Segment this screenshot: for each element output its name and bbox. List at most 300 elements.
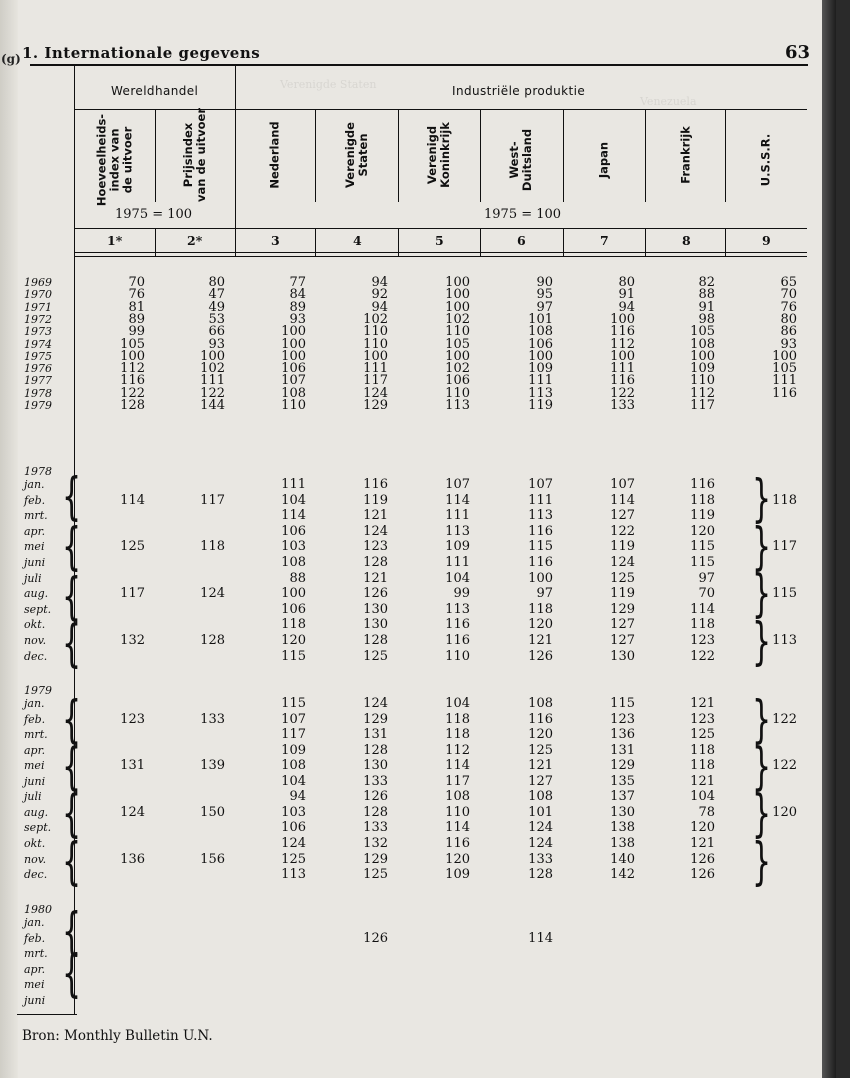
col-divider [725, 110, 726, 202]
col-divider [398, 110, 399, 202]
table-cell: 111 [610, 361, 635, 377]
col-divider [155, 228, 156, 256]
table-cell: 114 [445, 492, 470, 508]
table-cell: 101 [528, 804, 553, 820]
table-cell: 117 [363, 373, 388, 389]
table-cell: 128 [363, 804, 388, 820]
col-divider [645, 228, 646, 256]
table-cell: 132 [120, 633, 145, 648]
table-cell: 111 [445, 508, 470, 524]
table-cell: 122 [120, 385, 145, 401]
table-cell: 115 [281, 696, 306, 711]
row-label: nov. [24, 852, 47, 866]
table-cell: 118 [445, 727, 470, 743]
table-cell: 128 [200, 633, 225, 648]
table-cell: 124 [528, 820, 553, 836]
table-cell: 100 [281, 336, 306, 352]
table-cell: 80 [618, 275, 635, 290]
row-label: aug. [24, 805, 49, 819]
row-label: 1976 [24, 362, 52, 376]
table-cell: 100 [281, 348, 306, 364]
table-cell: 123 [690, 633, 715, 648]
table-cell: 104 [281, 773, 306, 789]
table-cell: 100 [528, 570, 553, 586]
table-cell: 100 [281, 324, 306, 340]
table-cell: 107 [445, 477, 470, 492]
table-cell: 122 [772, 758, 797, 774]
column-header: Japan [596, 141, 611, 179]
table-cell: 137 [610, 789, 635, 805]
table-cell: 108 [445, 789, 470, 805]
table-cell: 111 [445, 555, 470, 570]
table-cell: 107 [528, 477, 553, 492]
table-cell: 100 [120, 348, 145, 364]
table-cell: 121 [690, 696, 715, 711]
col-divider [563, 110, 564, 202]
table-cell: 94 [371, 299, 388, 315]
table-cell: 121 [690, 773, 715, 789]
table-cell: 82 [698, 275, 715, 290]
row-label: juli [24, 571, 42, 585]
table-cell: 102 [445, 311, 470, 327]
unit-label: 1975 = 100 [484, 207, 562, 222]
table-cell: 80 [780, 311, 797, 327]
table-cell: 130 [363, 601, 388, 617]
table-cell: 102 [445, 361, 470, 377]
section-divider [235, 66, 236, 256]
brace-left: { [62, 902, 82, 962]
table-cell: 118 [690, 617, 715, 633]
table-cell: 106 [281, 820, 306, 836]
table-cell: 111 [528, 492, 553, 508]
column-number: 5 [435, 233, 444, 248]
table-cell: 121 [528, 633, 553, 648]
row-label: apr. [24, 962, 46, 976]
column-number: 7 [600, 233, 609, 248]
table-cell: 113 [281, 867, 306, 883]
brace-left: { [62, 614, 82, 674]
column-number: 1* [107, 233, 123, 248]
brace-left: { [62, 467, 82, 527]
table-cell: 110 [363, 324, 388, 340]
table-cell: 76 [128, 287, 145, 303]
row-label: feb. [24, 493, 46, 507]
table-cell: 127 [610, 633, 635, 648]
table-cell: 109 [445, 867, 470, 883]
col-divider [563, 228, 564, 256]
table-cell: 110 [445, 385, 470, 401]
table-cell: 98 [698, 311, 715, 327]
header-rule [75, 228, 807, 229]
col-divider [645, 110, 646, 202]
row-label: nov. [24, 634, 47, 647]
group-label-industriele-produktie: Industriële produktie [452, 84, 586, 98]
table-cell: 70 [698, 586, 715, 602]
table-cell: 110 [445, 804, 470, 820]
ghost-text: Verenigde Staten [280, 78, 377, 91]
page-number: 63 [785, 42, 811, 63]
column-header: Frankrijk [678, 126, 693, 184]
row-label: jan. [24, 478, 45, 491]
row-label: 1971 [24, 300, 52, 314]
table-cell: 127 [610, 508, 635, 524]
table-cell: 97 [536, 299, 553, 315]
row-label: jan. [24, 697, 45, 710]
table-cell: 119 [528, 398, 553, 413]
table-cell: 100 [445, 299, 470, 315]
table-cell: 108 [528, 696, 553, 711]
row-label: okt. [24, 836, 46, 850]
table-cell: 91 [618, 287, 635, 303]
table-cell: 115 [610, 696, 635, 711]
table-cell: 80 [208, 275, 225, 290]
table-cell: 114 [528, 930, 553, 946]
table-cell: 133 [528, 851, 553, 867]
table-cell: 115 [690, 539, 715, 555]
table-cell: 127 [610, 617, 635, 633]
table-cell: 106 [281, 601, 306, 617]
column-header: Verenigde Staten [343, 122, 370, 188]
row-label: 1977 [24, 374, 52, 388]
column-header: Hoeveelheids- index van de uitvoer [94, 113, 135, 207]
table-cell: 91 [698, 299, 715, 315]
table-cell: 84 [289, 287, 306, 303]
table-cell: 76 [780, 299, 797, 315]
table-cell: 99 [453, 586, 470, 602]
table-cell: 117 [200, 492, 225, 508]
table-cell: 118 [772, 492, 797, 508]
table-cell: 116 [528, 523, 553, 539]
table-cell: 127 [528, 773, 553, 789]
table-cell: 116 [528, 555, 553, 570]
row-label: okt. [24, 618, 46, 632]
table-cell: 112 [690, 385, 715, 401]
colnum-rule-2 [75, 256, 807, 257]
table-cell: 119 [690, 508, 715, 524]
table-cell: 123 [690, 711, 715, 727]
table-cell: 81 [128, 299, 145, 315]
group-label-wereldhandel: Wereldhandel [111, 84, 199, 98]
table-cell: 126 [528, 648, 553, 664]
row-label: 1970 [24, 288, 52, 302]
table-cell: 66 [208, 324, 225, 340]
brace-left: { [62, 567, 82, 627]
row-label: juni [24, 994, 46, 1007]
table-cell: 126 [363, 789, 388, 805]
table-cell: 138 [610, 835, 635, 851]
table-cell: 115 [281, 648, 306, 664]
row-label: 1979 [24, 399, 52, 412]
table-cell: 128 [528, 867, 553, 883]
table-cell: 114 [445, 758, 470, 774]
column-number: 2* [187, 233, 203, 248]
table-cell: 104 [690, 789, 715, 805]
table-cell: 100 [445, 348, 470, 364]
table-cell: 130 [363, 617, 388, 633]
table-cell: 106 [528, 336, 553, 352]
year-label: 1978 [24, 465, 52, 478]
table-cell: 111 [772, 373, 797, 389]
table-cell: 129 [363, 851, 388, 867]
table-cell: 121 [690, 835, 715, 851]
table-cell: 117 [120, 586, 145, 602]
table-cell: 113 [772, 633, 797, 648]
table-cell: 89 [289, 299, 306, 315]
row-label: 1972 [24, 312, 52, 326]
table-cell: 97 [698, 570, 715, 586]
table-cell: 131 [120, 758, 145, 774]
table-cell: 123 [610, 711, 635, 727]
table-cell: 113 [528, 385, 553, 401]
table-cell: 114 [610, 492, 635, 508]
table-cell: 125 [610, 570, 635, 586]
row-label: mrt. [24, 509, 48, 523]
table-cell: 97 [536, 586, 553, 602]
table-cell: 121 [528, 758, 553, 774]
table-cell: 102 [200, 361, 225, 377]
table-cell: 111 [200, 373, 225, 389]
table-cell: 110 [445, 324, 470, 340]
table-cell: 101 [528, 311, 553, 327]
page-edge [822, 0, 836, 1078]
table-cell: 116 [690, 477, 715, 492]
table-cell: 109 [528, 361, 553, 377]
table-cell: 133 [363, 773, 388, 789]
row-label: juli [24, 790, 42, 804]
column-number: 9 [762, 233, 771, 248]
table-cell: 115 [528, 539, 553, 555]
column-header: Verenigd Koninkrijk [425, 122, 452, 188]
row-label: feb. [24, 931, 46, 945]
column-number: 4 [353, 233, 362, 248]
table-cell: 119 [610, 586, 635, 602]
table-cell: 129 [363, 711, 388, 727]
table-cell: 122 [610, 523, 635, 539]
table-cell: 150 [200, 804, 225, 820]
table-cell: 105 [445, 336, 470, 352]
table-cell: 133 [610, 398, 635, 413]
table-cell: 140 [610, 851, 635, 867]
row-label: dec. [24, 649, 48, 663]
table-cell: 117 [445, 773, 470, 789]
row-label: aug. [24, 587, 49, 601]
table-cell: 111 [528, 373, 553, 389]
table-cell: 125 [528, 742, 553, 758]
row-label: juni [24, 774, 46, 788]
table-cell: 109 [445, 539, 470, 555]
table-cell: 108 [281, 555, 306, 570]
table-cell: 77 [289, 275, 306, 290]
brace-right: } [752, 612, 772, 672]
table-cell: 103 [281, 804, 306, 820]
table-cell: 107 [610, 477, 635, 492]
table-cell: 119 [610, 539, 635, 555]
row-label: sept. [24, 602, 52, 616]
table-cell: 126 [690, 867, 715, 883]
col-divider [725, 228, 726, 256]
table-cell: 100 [363, 348, 388, 364]
row-label: apr. [24, 743, 46, 757]
table-cell: 106 [281, 361, 306, 377]
table-cell: 53 [208, 311, 225, 327]
table-cell: 115 [772, 586, 797, 602]
table-cell: 116 [772, 385, 797, 401]
table-cell: 103 [281, 539, 306, 555]
row-label: mei [24, 759, 45, 773]
table-cell: 100 [445, 275, 470, 290]
table-cell: 93 [289, 311, 306, 327]
table-cell: 111 [281, 477, 306, 492]
table-cell: 106 [445, 373, 470, 389]
table-cell: 94 [618, 299, 635, 315]
table-cell: 128 [363, 742, 388, 758]
column-number: 6 [517, 233, 526, 248]
brace-right: } [752, 469, 772, 529]
table-cell: 102 [363, 311, 388, 327]
table-cell: 133 [363, 820, 388, 836]
table-cell: 121 [363, 570, 388, 586]
table-cell: 120 [445, 851, 470, 867]
table-cell: 131 [363, 727, 388, 743]
table-cell: 128 [120, 398, 145, 413]
table-cell: 114 [445, 820, 470, 836]
table-cell: 119 [363, 492, 388, 508]
column-number: 3 [271, 233, 280, 248]
table-cell: 93 [780, 336, 797, 352]
table-cell: 125 [690, 727, 715, 743]
table-cell: 116 [610, 373, 635, 389]
table-cell: 100 [610, 348, 635, 364]
table-cell: 110 [690, 373, 715, 389]
table-cell: 100 [445, 287, 470, 303]
table-cell: 70 [128, 275, 145, 290]
table-cell: 121 [363, 508, 388, 524]
table-cell: 126 [690, 851, 715, 867]
table-cell: 100 [772, 348, 797, 364]
col-divider [155, 110, 156, 202]
table-cell: 129 [610, 601, 635, 617]
table-cell: 112 [120, 361, 145, 377]
table-cell: 124 [200, 586, 225, 602]
year-label: 1980 [24, 903, 52, 916]
table-cell: 107 [281, 373, 306, 389]
table-cell: 129 [610, 758, 635, 774]
table-cell: 110 [445, 648, 470, 664]
table-cell: 120 [690, 820, 715, 836]
table-cell: 108 [528, 789, 553, 805]
table-cell: 144 [200, 398, 225, 413]
table-cell: 136 [120, 851, 145, 867]
table-cell: 133 [200, 711, 225, 727]
table-cell: 135 [610, 773, 635, 789]
source-note: Bron: Monthly Bulletin U.N. [22, 1028, 213, 1044]
table-cell: 110 [363, 336, 388, 352]
table-cell: 132 [363, 835, 388, 851]
year-label: 1979 [24, 684, 52, 697]
table-cell: 90 [536, 275, 553, 290]
table-cell: 105 [690, 324, 715, 340]
brace-right: } [752, 690, 772, 750]
table-cell: 89 [128, 311, 145, 327]
page-gutter [0, 0, 18, 1078]
column-header: Prijsindex van de uitvoer [181, 108, 208, 202]
table-cell: 118 [690, 492, 715, 508]
row-label: dec. [24, 868, 48, 882]
table-cell: 108 [690, 336, 715, 352]
column-header: Nederland [267, 121, 282, 189]
brace-left: { [62, 944, 82, 1004]
col-divider [480, 110, 481, 202]
table-cell: 156 [200, 851, 225, 867]
table-cell: 116 [445, 835, 470, 851]
table-cell: 115 [690, 555, 715, 570]
table-cell: 86 [780, 324, 797, 340]
brace-left: { [62, 737, 82, 797]
table-cell: 116 [610, 324, 635, 340]
table-cell: 142 [610, 867, 635, 883]
page-title: 1. Internationale gegevens [22, 44, 261, 62]
table-cell: 117 [281, 727, 306, 743]
table-cell: 100 [528, 348, 553, 364]
table-cell: 113 [445, 523, 470, 539]
table-cell: 47 [208, 287, 225, 303]
table-cell: 100 [281, 586, 306, 602]
brace-right: } [752, 832, 772, 892]
table-cell: 117 [772, 539, 797, 555]
brace-right: } [752, 737, 772, 797]
table-cell: 116 [363, 477, 388, 492]
table-cell: 118 [200, 539, 225, 555]
col-divider [480, 228, 481, 256]
table-cell: 114 [120, 492, 145, 508]
table-cell: 105 [772, 361, 797, 377]
table-cell: 131 [610, 742, 635, 758]
table-cell: 49 [208, 299, 225, 315]
table-cell: 94 [371, 275, 388, 290]
ghost-text: Venezuela [640, 95, 697, 108]
unit-label: 1975 = 100 [115, 207, 193, 222]
row-label: apr. [24, 524, 46, 538]
brace-right: } [752, 564, 772, 624]
table-cell: 123 [363, 539, 388, 555]
table-cell: 116 [120, 373, 145, 389]
table-cell: 104 [445, 570, 470, 586]
row-label: feb. [24, 712, 46, 726]
column-number: 8 [682, 233, 691, 248]
table-cell: 123 [120, 711, 145, 727]
col-divider [315, 228, 316, 256]
row-label: mei [24, 540, 45, 554]
table-cell: 130 [610, 804, 635, 820]
table-cell: 122 [200, 385, 225, 401]
table-cell: 78 [698, 804, 715, 820]
table-cell: 112 [445, 742, 470, 758]
table-cell: 100 [200, 348, 225, 364]
bottom-rule [17, 1014, 77, 1015]
table-cell: 109 [690, 361, 715, 377]
top-rule [30, 64, 808, 66]
table-cell: 104 [281, 492, 306, 508]
table-cell: 116 [445, 633, 470, 648]
column-header: U.S.S.R. [758, 133, 773, 187]
table-cell: 124 [528, 835, 553, 851]
table-cell: 120 [281, 633, 306, 648]
table-cell: 109 [281, 742, 306, 758]
brace-left: { [62, 517, 82, 577]
table-cell: 93 [208, 336, 225, 352]
table-cell: 112 [610, 336, 635, 352]
table-cell: 124 [363, 385, 388, 401]
